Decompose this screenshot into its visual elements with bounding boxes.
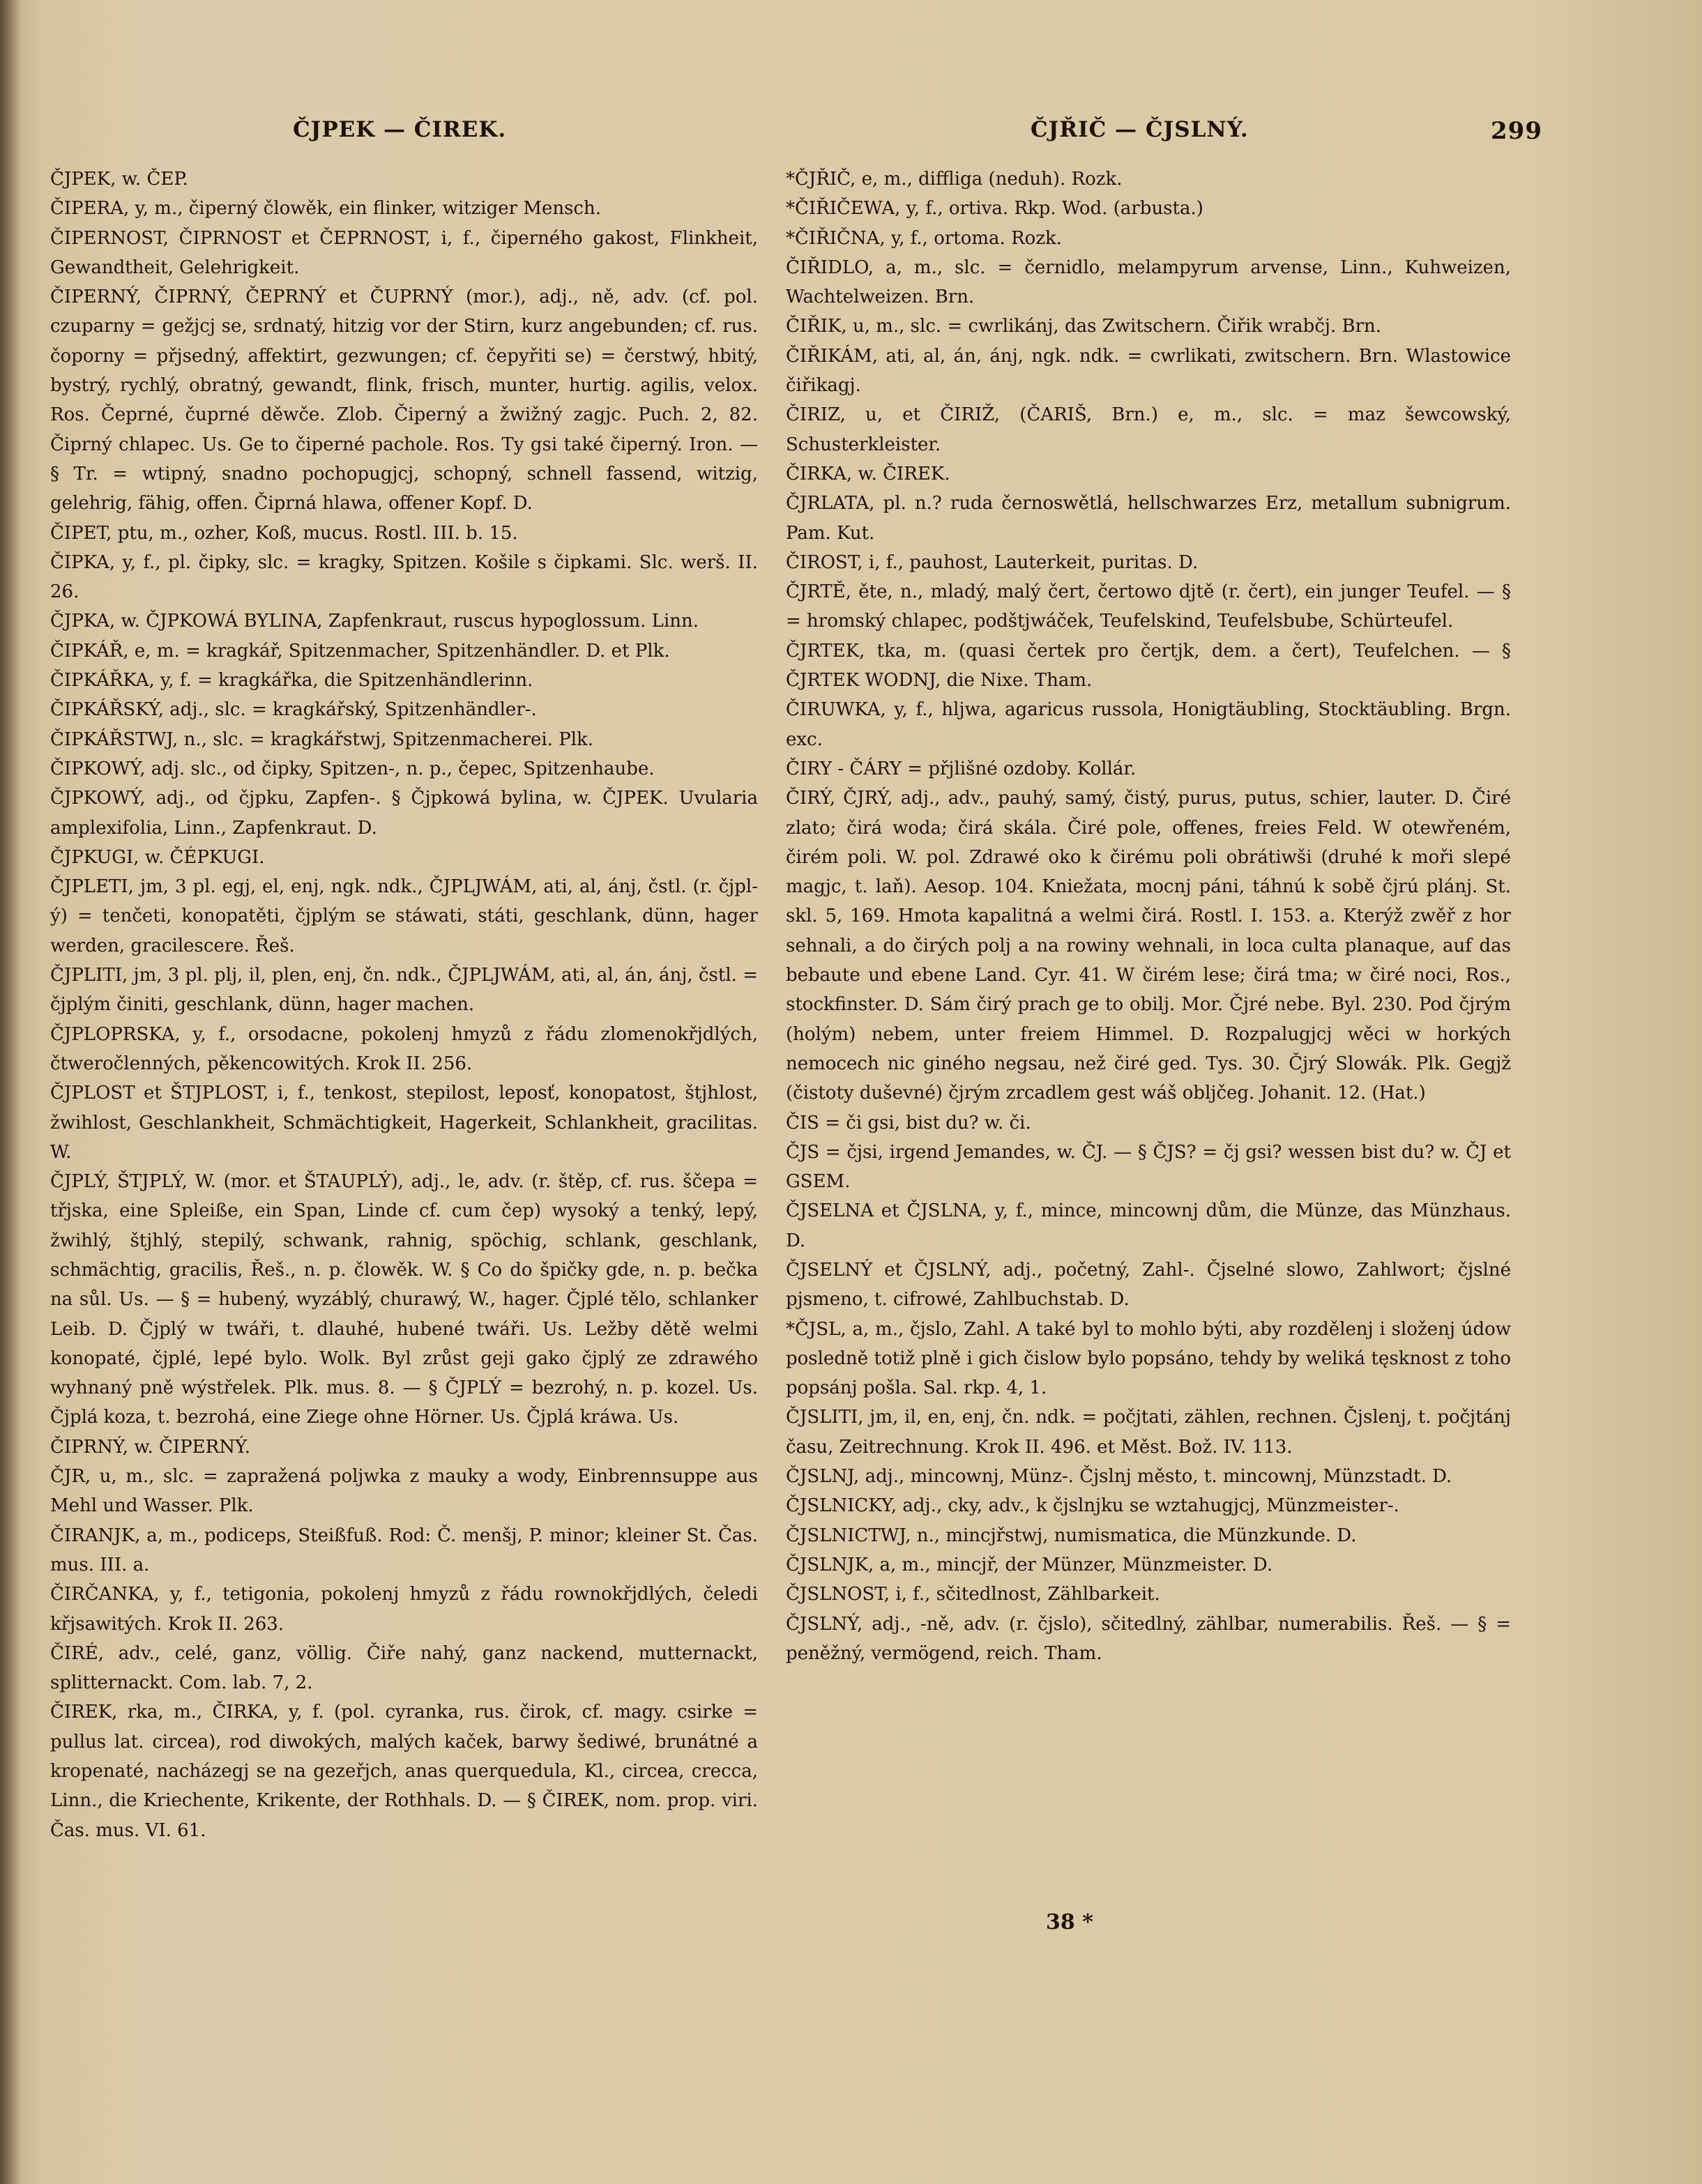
dictionary-entry: *ČIŘIČNA, y, f., ortoma. Rozk. bbox=[786, 227, 1063, 249]
dictionary-entry: ČIS = či gsi, bist du? w. či. bbox=[786, 1112, 1031, 1133]
dictionary-entry: ČIPKÁŘSTWJ, n., slc. = kragkářstwj, Spitzenmacherei. Plk. bbox=[50, 728, 594, 750]
dictionary-entry: ČJPLOST et ŠTJPLOST, i, f., tenkost, stepilost, leposť, konopatost, štjhlost, žwihlost, Geschlankheit, Schmächtigkeit, Hagerkeit, Schlankheit, gracilitas. W. bbox=[50, 1083, 758, 1163]
dictionary-entry: ČIPKÁŘ, e, m. = kragkář, Spitzenmacher, Spitzenhändler. D. et Plk. bbox=[50, 640, 670, 662]
left-column bbox=[50, 165, 758, 1845]
dictionary-entry: ČJSLITI, jm, il, en, enj, čn. ndk. = počjtati, zählen, rechnen. Čjslenj, t. počjtánj času, Zeitrechnung. Krok II. 496. et Měst. Bož. IV. 113. bbox=[786, 1407, 1511, 1458]
dictionary-entry: ČIPERNÝ, ČIPRNÝ, ČEPRNÝ et ČUPRNÝ (mor.), adj., ně, adv. (cf. pol. czuparny = gežjcj se, srdnatý, hitzig vor der Stirn, kurz angebunden; cf. rus. čoporny = přjsedný, affektirt, gezwungen; cf. čepyřiti se) = čerstwý, hbitý, bystrý, rychlý, obratný, gewandt, flink, frisch, munter, hurtig. agilis, velox. Ros. Čeprné, čuprné děwče. Zlob. Čiperný a žwižný zagjc. Puch. 2, 82. Čiprný chlapec. Us. Ge to čiperné pachole. Ros. Ty gsi také čiperný. Iron. — § Tr. = wtipný, snadno pochopugjcj, schopný, schnell fassend, witzig, gelehrig, fähig, offen. Čiprná hlawa, offener Kopf. D. bbox=[50, 287, 758, 514]
dictionary-entry: ČJSELNÝ et ČJSLNÝ, adj., početný, Zahl-. Čjselné slowo, Zahlwort; čjslné pjsmeno, t. cifrowé, Zahlbuchstab. D. bbox=[786, 1259, 1511, 1311]
dictionary-entry: ČIPKA, y, f., pl. čipky, slc. = kragky, Spitzen. Košile s čipkami. Slc. werš. II. 26. bbox=[50, 551, 758, 603]
dictionary-entry: ČJSLNÝ, adj., -ně, adv. (r. čjslo), sčitedlný, zählbar, numerabilis. Řeš. — § = peněžný, vermögend, reich. Tham. bbox=[786, 1613, 1511, 1664]
dictionary-entry: ČJPLÝ, ŠTJPLÝ, W. (mor. et ŠTAUPLÝ), adj., le, adv. (r. štěp, cf. rus. ščepa = třjska, eine Spleiße, ein Span, Linde cf. cum čep) wysoký a tenký, lepý, žwihlý, štjhlý, stepilý, schwank, rahnig, spöchig, schlank, geschlank, schmächtig, gracilis, Řeš., n. p. člowěk. W. § Co do špičky gde, n. p. bečka na sůl. Us. — § = hubený, wyzáblý, churawý, W., hager. Čjplé tělo, schlanker Leib. D. Čjplý w twáři, t. dlauhé, hubené twáři. Us. Ležby dětě welmi konopaté, čjplé, lepé bylo. Wolk. Byl zrůst geji gako čjplý ze zdrawého wyhnaný pně wýstřelek. Plk. mus. 8. — § ČJPLÝ = bezrohý, n. p. kozel. Us. Čjplá koza, t. bezrohá, eine Ziege ohne Hörner. Us. Čjplá kráwa. Us. bbox=[50, 1171, 758, 1428]
dictionary-entry: ČJRTĚ, ěte, n., mladý, malý čert, čertowo djtě (r. čert), ein junger Teufel. — § = hromský chlapec, podštjwáček, Teufelskind, Teufelsbube, Schürteufel. bbox=[786, 581, 1511, 632]
dictionary-entry: ČJPKOWÝ, adj., od čjpku, Zapfen-. § Čjpkowá bylina, w. ČJPEK. Uvularia amplexifolia, Linn., Zapfenkraut. D. bbox=[50, 788, 758, 839]
dictionary-entry: ČIPERNOST, ČIPRNOST et ČEPRNOST, i, f., čiperného gakost, Flinkheit, Gewandtheit, Gelehrigkeit. bbox=[50, 227, 758, 278]
dictionary-entry: ČIPKÁŘKA, y, f. = kragkářka, die Spitzenhändlerinn. bbox=[50, 670, 533, 692]
dictionary-entry: ČIRANJK, a, m., podiceps, Steißfuß. Rod: Č. menšj, P. minor; kleiner St. Čas. mus. III. a. bbox=[50, 1525, 758, 1575]
dictionary-entry: ČJPLOPRSKA, y, f., orsodacne, pokolenj hmyzů z řádu zlomenokřjdlých, čtweročlenných, pěkencowitých. Krok II. 256. bbox=[50, 1023, 758, 1074]
dictionary-entry: ČJRTEK, tka, m. (quasi čertek pro čertjk, dem. a čert), Teufelchen. — § ČJRTEK WODNJ, die Nixe. Tham. bbox=[786, 640, 1511, 692]
dictionary-entry: ČJPLETI, jm, 3 pl. egj, el, enj, ngk. ndk., ČJPLJWÁM, ati, al, ánj, čstl. (r. čjpl-ý) = tenčeti, konopatěti, čjplým se stáwati, státi, geschlank, dünn, hager werden, gracilescere. Řeš. bbox=[50, 876, 758, 956]
dictionary-entry: *ČJŘIČ, e, m., diffliga (neduh). Rozk. bbox=[786, 169, 1123, 190]
dictionary-entry: ČIROST, i, f., pauhost, Lauterkeit, puritas. D. bbox=[786, 551, 1199, 573]
running-header-left: ČJPEK — ČIREK. bbox=[293, 117, 507, 142]
dictionary-entry: ČIŘIDLO, a, m., slc. = černidlo, melampyrum arvense, Linn., Kuhweizen, Wachtelweizen. Brn. bbox=[786, 257, 1511, 308]
dictionary-entry: ČIŘIK, u, m., slc. = cwrlikánj, das Zwitschern. Čiřik wrabčj. Brn. bbox=[786, 316, 1382, 337]
dictionary-entry: ČIREK, rka, m., ČIRKA, y, f. (pol. cyranka, rus. čirok, cf. magy. csirke = pullus lat. circea), rod diwokých, malých kaček, barwy šediwé, brunátné a kropenaté, nacházegj se na gezeřjch, anas querquedula, Kl., circea, crecca, Linn., die Kriechente, Krikente, der Rothhals. D. — § ČIREK, nom. prop. viri. Čas. mus. VI. 61. bbox=[50, 1702, 758, 1841]
dictionary-entry: ČJSLNJK, a, m., mincjř, der Münzer, Münzmeister. D. bbox=[786, 1554, 1273, 1575]
dictionary-entry: ČIPRNÝ, w. ČIPERNÝ. bbox=[50, 1436, 251, 1458]
dictionary-entry: ČIRÉ, adv., celé, ganz, völlig. Čiře nahý, ganz nackend, mutternackt, splitternackt. Com. lab. 7, 2. bbox=[50, 1642, 758, 1694]
dictionary-entry: ČJSLNICKY, adj., cky, adv., k čjslnjku se wztahugjcj, Münzmeister-. bbox=[786, 1495, 1399, 1517]
dictionary-entry: ČIPET, ptu, m., ozher, Koß, mucus. Rostl. III. b. 15. bbox=[50, 522, 518, 544]
dictionary-entry: ČIRKA, w. ČIREK. bbox=[786, 463, 950, 484]
signature-mark: 38 * bbox=[1046, 1910, 1093, 1934]
dictionary-entry: ČJPLITI, jm, 3 pl. plj, il, plen, enj, čn. ndk., ČJPLJWÁM, ati, al, án, ánj, čstl. = čjplým činiti, geschlank, dünn, hager machen. bbox=[50, 965, 758, 1016]
dictionary-entry: ČJSLNJ, adj., mincownj, Münz-. Čjslnj město, t. mincownj, Münzstadt. D. bbox=[786, 1466, 1452, 1488]
dictionary-entry: ČJR, u, m., slc. = zapražená poljwka z mauky a wody, Einbrennsuppe aus Mehl und Wasser. Plk. bbox=[50, 1466, 758, 1517]
page-number: 299 bbox=[1491, 117, 1542, 145]
dictionary-entry: ČIRY - ČÁRY = přjlišné ozdoby. Kollár. bbox=[786, 758, 1137, 779]
dictionary-entry: ČJPKUGI, w. ČÉPKUGI. bbox=[50, 846, 265, 868]
dictionary-entry: ČIPKOWÝ, adj. slc., od čipky, Spitzen-, n. p., čepec, Spitzenhaube. bbox=[50, 758, 655, 779]
dictionary-entry: ČJSLNICTWJ, n., mincjřstwj, numismatica, die Münzkunde. D. bbox=[786, 1525, 1357, 1546]
dictionary-entry: ČJSLNOST, i, f., sčitedlnost, Zählbarkeit. bbox=[786, 1584, 1160, 1605]
right-column bbox=[786, 165, 1511, 1668]
dictionary-entry: ČIPKÁŘSKÝ, adj., slc. = kragkářský, Spitzenhändler-. bbox=[50, 699, 537, 721]
dictionary-entry: ČIRUWKA, y, f., hljwa, agaricus russola, Honigtäubling, Stocktäubling. Brgn. exc. bbox=[786, 699, 1511, 750]
dictionary-entry: ČIRČANKA, y, f., tetigonia, pokolenj hmyzů z řádu rownokřjdlých, čeledi křjsawitých. Krok II. 263. bbox=[50, 1584, 758, 1635]
dictionary-entry: ČJS = čjsi, irgend Jemandes, w. ČJ. — § ČJS? = čj gsi? wessen bist du? w. ČJ et GSEM. bbox=[786, 1141, 1511, 1193]
dictionary-entry: ČIPERA, y, m., čiperný člowěk, ein flinker, witziger Mensch. bbox=[50, 198, 602, 220]
dictionary-entry: ČIRÝ, ČJRÝ, adj., adv., pauhý, samý, čistý, purus, putus, schier, lauter. D. Čiré zlato; čirá woda; čirá skála. Čiré pole, offenes, freies Feld. W otewřeném, čirém poli. W. pol. Zdrawé oko k čirému poli obrátiwši (druhé k moři slepé magjc, t. laň). Aesop. 104. Kniežata, mocnj páni, táhnú k sobě čjrú plánj. St. skl. 5, 169. Hmota kapalitná a welmi čirá. Rostl. I. 153. a. Kterýž zwěř z hor sehnali, a do čirých polj a na rowiny wehnali, in loca culta planaque, auf das bebaute und ebene Land. Cyr. 41. W čirém lese; čirá tma; w čiré noci, Ros., stockfinster. D. Sám čirý prach ge to obilj. Mor. Čjré nebe. Byl. 230. Pod čjrým (holým) nebem, unter freiem Himmel. D. Rozpalugjcj wěci w horkých nemocech nic giného negsau, než čiré ged. Tys. 30. Čjrý Slowák. Plk. Gegjž (čistoty duševné) čjrým zrcadlem gest wáš oblјčeg. Johanit. 12. (Hat.) bbox=[786, 788, 1511, 1104]
dictionary-entry: ČJPEK, w. ČEP. bbox=[50, 169, 188, 190]
dictionary-entry: *ČJSL, a, m., čjslo, Zahl. A také byl to mohlo býti, aby rozdělenj i složenj údow posledně totiž plně i gich čislow bylo popsáno, tehdy by weliká tęsknost z toho popsánj pošla. Sal. rkp. 4, 1. bbox=[786, 1318, 1511, 1399]
dictionary-entry: ČJRLATA, pl. n.? ruda černoswětlá, hellschwarzes Erz, metallum subnigrum. Pam. Kut. bbox=[786, 493, 1511, 544]
dictionary-entry: *ČIŘIČEWA, y, f., ortiva. Rkp. Wod. (arbusta.) bbox=[786, 198, 1203, 220]
running-header-right: ČJŘIČ — ČJSLNÝ. bbox=[1031, 117, 1249, 142]
binding-gutter bbox=[0, 0, 21, 2184]
dictionary-entry: ČJSELNA et ČJSLNA, y, f., mince, mincownj dům, die Münze, das Münzhaus. D. bbox=[786, 1200, 1511, 1251]
dictionary-entry: ČIŘIKÁM, ati, al, án, ánj, ngk. ndk. = cwrlikati, zwitschern. Brn. Wlastowice čiřikagj. bbox=[786, 345, 1511, 397]
dictionary-entry: ČJPKA, w. ČJPKOWÁ BYLINA, Zapfenkraut, ruscus hypoglossum. Linn. bbox=[50, 611, 699, 632]
dictionary-entry: ČIRIZ, u, et ČIRIŽ, (ČARIŠ, Brn.) e, m., slc. = maz šewcowský, Schusterkleister. bbox=[786, 404, 1511, 455]
